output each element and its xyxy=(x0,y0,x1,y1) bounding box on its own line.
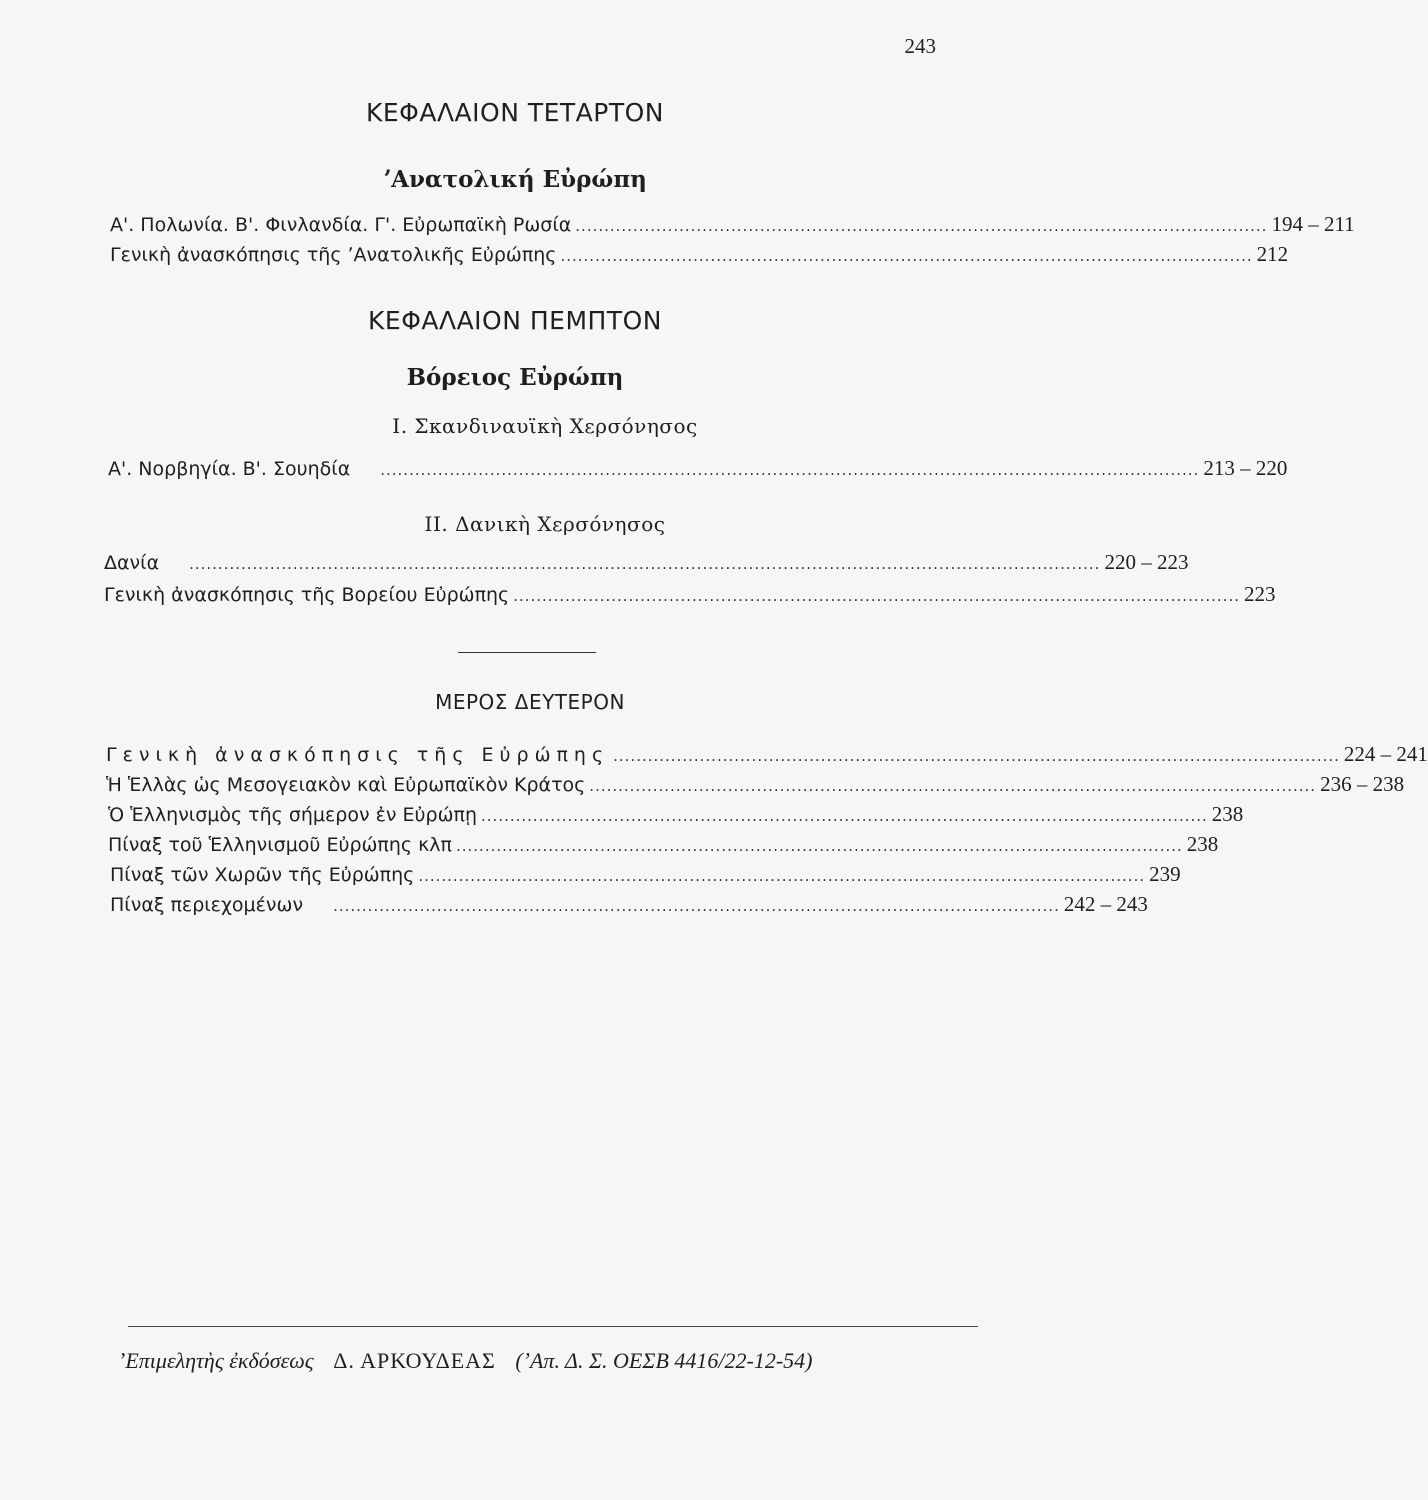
chapter5-title: ΚΕΦΑΛΑΙΟΝ ΠΕΜΠΤΟΝ xyxy=(368,306,662,335)
entry-pages: 224 – 241 xyxy=(1343,742,1428,766)
page-number: 243 xyxy=(904,34,936,58)
leader-dots: .............................................................................................................................. xyxy=(613,747,1340,765)
toc-entry xyxy=(104,582,1276,607)
section-divider xyxy=(458,652,596,653)
entry-label: Δανία xyxy=(104,552,160,574)
toc-entry xyxy=(106,772,1405,797)
entry-pages: 242 – 243 xyxy=(1063,892,1148,916)
leader-dots: .............................................................................................................................................. xyxy=(380,461,1200,479)
leader-dots: ........................................................................................................................ xyxy=(560,247,1253,265)
entry-label: Πίναξ τῶν Χωρῶν τῆς Εὐρώπης xyxy=(110,864,415,886)
footer-rule xyxy=(128,1326,978,1327)
entry-pages: 238 xyxy=(1186,832,1219,856)
leader-dots: .............................................................................................................................. xyxy=(589,777,1317,795)
leader-dots: .............................................................................................................................. xyxy=(513,587,1240,605)
toc-entry xyxy=(110,212,1355,237)
entry-label: Γενικὴ ἀνασκόπησις τῆς Εὐρώπης xyxy=(106,744,610,766)
entry-pages: 223 xyxy=(1243,582,1276,606)
leader-dots: .............................................................................................................................. xyxy=(418,867,1146,885)
entry-label: Α'. Πολωνία. Β'. Φινλανδία. Γ'. Εὐρωπαϊκὴ Ρωσία xyxy=(110,214,572,236)
entry-label: Πίναξ περιεχομένων xyxy=(110,894,304,916)
chapter4-title: ΚΕΦΑΛΑΙΟΝ ΤΕΤΑΡΤΟΝ xyxy=(365,98,665,127)
entry-label: Ἡ Ἑλλὰς ὡς Μεσογειακὸν καὶ Εὐρωπαϊκὸν Κράτος xyxy=(106,774,586,796)
entry-label: Ὁ Ἑλληνισμὸς τῆς σήμερον ἐν Εὐρώπῃ xyxy=(108,804,478,826)
toc-entry xyxy=(110,892,1148,917)
editor-name: Δ. ΑΡΚΟΥΔΕΑΣ xyxy=(333,1348,496,1373)
toc-entry xyxy=(106,742,1428,767)
leader-dots: .............................................................................................................................. xyxy=(333,897,1060,915)
toc-entry xyxy=(108,456,1288,481)
chapter4-section: ʼΑνατολική Εὐρώπη xyxy=(383,166,647,193)
entry-pages: 213 – 220 xyxy=(1203,456,1288,480)
approval-note: (ʼΑπ. Δ. Σ. ΟΕΣΒ 4416/22-12-54) xyxy=(515,1348,813,1373)
part2-title: ΜΕΡΟΣ ΔΕΥΤΕΡΟΝ xyxy=(435,690,625,714)
toc-entry xyxy=(108,832,1219,857)
leader-dots: .............................................................................................................................. xyxy=(455,837,1183,855)
toc-entry xyxy=(108,802,1244,827)
leader-dots: ........................................................................................................................ xyxy=(575,217,1268,235)
entry-pages: 236 – 238 xyxy=(1320,772,1405,796)
subsection-title: ΙΙ. Δανικὴ Χερσόνησος xyxy=(424,512,666,536)
leader-dots: .............................................................................................................................. xyxy=(481,807,1208,825)
entry-pages: 220 – 223 xyxy=(1104,550,1189,574)
toc-entry xyxy=(110,242,1289,267)
entry-label: Α'. Νορβηγία. Β'. Σουηδία xyxy=(108,458,351,480)
subsection-title: Ι. Σκανδιναυϊκὴ Χερσόνησος xyxy=(392,414,698,438)
entry-label: Γενικὴ ἀνασκόπησις τῆς ʼΑνατολικῆς Εὐρώπης xyxy=(110,244,557,266)
footer-imprint xyxy=(118,1348,998,1374)
toc-entry xyxy=(110,862,1181,887)
entry-pages: 212 xyxy=(1256,242,1289,266)
leader-dots: .............................................................................................................................................................. xyxy=(189,555,1101,573)
entry-label: Πίναξ τοῦ Ἑλληνισμοῦ Εὐρώπης κλπ xyxy=(108,834,452,856)
entry-pages: 194 – 211 xyxy=(1271,212,1355,236)
entry-pages: 239 xyxy=(1149,862,1181,886)
entry-pages: 238 xyxy=(1211,802,1244,826)
editor-label: ʼΕπιμελητὴς ἐκδόσεως xyxy=(118,1348,314,1373)
chapter5-section: Βόρειος Εὐρώπη xyxy=(406,364,624,391)
entry-label: Γενικὴ ἀνασκόπησις τῆς Βορείου Εὐρώπης xyxy=(104,584,510,606)
toc-entry xyxy=(104,550,1189,575)
